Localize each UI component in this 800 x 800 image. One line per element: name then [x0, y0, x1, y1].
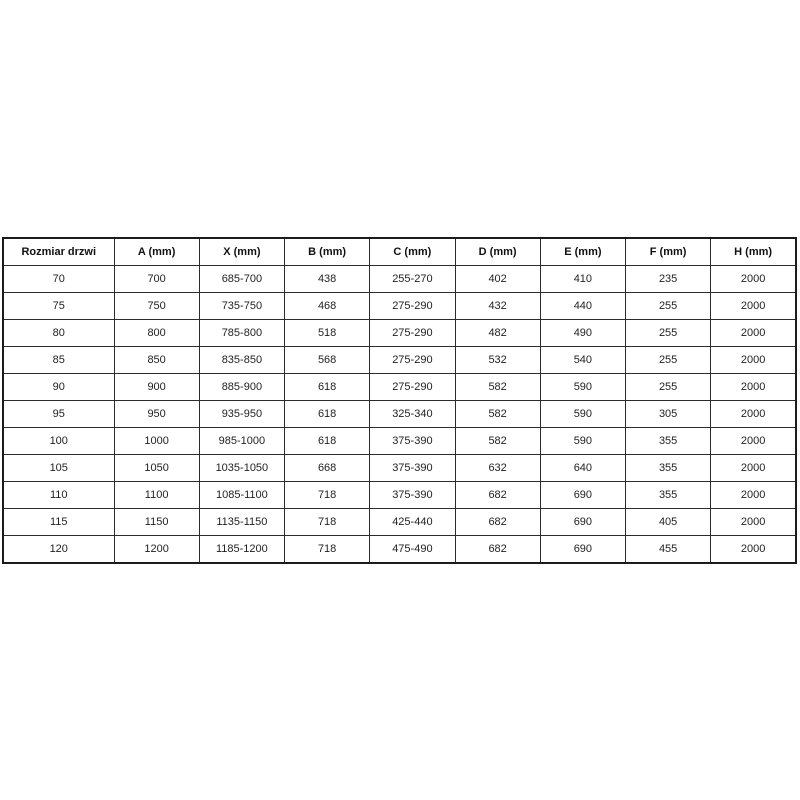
table-cell: 440 — [540, 293, 625, 320]
table-cell: 325-340 — [370, 401, 455, 428]
table-cell: 718 — [285, 536, 370, 564]
table-cell: 90 — [3, 374, 114, 401]
table-cell: 85 — [3, 347, 114, 374]
table-cell: 235 — [626, 266, 711, 293]
table-cell: 475-490 — [370, 536, 455, 564]
table-cell: 685-700 — [199, 266, 284, 293]
table-cell: 885-900 — [199, 374, 284, 401]
column-header: F (mm) — [626, 238, 711, 266]
table-cell: 275-290 — [370, 293, 455, 320]
table-cell: 590 — [540, 374, 625, 401]
table-cell: 2000 — [711, 320, 796, 347]
table-cell: 618 — [285, 428, 370, 455]
table-cell: 682 — [455, 482, 540, 509]
table-cell: 2000 — [711, 374, 796, 401]
table-cell: 375-390 — [370, 428, 455, 455]
table-cell: 618 — [285, 401, 370, 428]
table-cell: 735-750 — [199, 293, 284, 320]
table-cell: 935-950 — [199, 401, 284, 428]
table-row — [3, 320, 796, 347]
table-cell: 2000 — [711, 347, 796, 374]
table-cell: 80 — [3, 320, 114, 347]
table-cell: 275-290 — [370, 347, 455, 374]
table-cell: 718 — [285, 482, 370, 509]
table-cell: 425-440 — [370, 509, 455, 536]
column-header: H (mm) — [711, 238, 796, 266]
table-cell: 850 — [114, 347, 199, 374]
table-cell: 75 — [3, 293, 114, 320]
table-cell: 690 — [540, 536, 625, 564]
table-cell: 275-290 — [370, 374, 455, 401]
table-cell: 1085-1100 — [199, 482, 284, 509]
table-cell: 482 — [455, 320, 540, 347]
table-cell: 95 — [3, 401, 114, 428]
column-header: D (mm) — [455, 238, 540, 266]
table-cell: 255 — [626, 347, 711, 374]
table-cell: 490 — [540, 320, 625, 347]
table-cell: 2000 — [711, 293, 796, 320]
table-cell: 900 — [114, 374, 199, 401]
table-cell: 105 — [3, 455, 114, 482]
column-header: X (mm) — [199, 238, 284, 266]
table-cell: 590 — [540, 428, 625, 455]
table-cell: 1135-1150 — [199, 509, 284, 536]
table-row — [3, 266, 796, 293]
table-cell: 532 — [455, 347, 540, 374]
table-cell: 785-800 — [199, 320, 284, 347]
table-row — [3, 455, 796, 482]
table-cell: 835-850 — [199, 347, 284, 374]
table-cell: 1000 — [114, 428, 199, 455]
table-cell: 432 — [455, 293, 540, 320]
table-row — [3, 428, 796, 455]
table-cell: 718 — [285, 509, 370, 536]
table-cell: 2000 — [711, 266, 796, 293]
table-cell: 632 — [455, 455, 540, 482]
table-header — [3, 238, 796, 266]
table-cell: 2000 — [711, 482, 796, 509]
table-cell: 375-390 — [370, 482, 455, 509]
table-cell: 750 — [114, 293, 199, 320]
table-cell: 1100 — [114, 482, 199, 509]
table-cell: 2000 — [711, 536, 796, 564]
table-cell: 70 — [3, 266, 114, 293]
table-cell: 255 — [626, 293, 711, 320]
table-cell: 682 — [455, 509, 540, 536]
header-row — [3, 238, 796, 266]
table-cell: 255 — [626, 374, 711, 401]
table-cell: 668 — [285, 455, 370, 482]
table-cell: 455 — [626, 536, 711, 564]
table-cell: 1035-1050 — [199, 455, 284, 482]
table-cell: 375-390 — [370, 455, 455, 482]
table-cell: 355 — [626, 455, 711, 482]
table-row — [3, 293, 796, 320]
column-header: Rozmiar drzwi — [3, 238, 114, 266]
table-cell: 255-270 — [370, 266, 455, 293]
table-cell: 1185-1200 — [199, 536, 284, 564]
table-cell: 690 — [540, 482, 625, 509]
table-cell: 255 — [626, 320, 711, 347]
table-cell: 355 — [626, 428, 711, 455]
table-cell: 1050 — [114, 455, 199, 482]
table-cell: 568 — [285, 347, 370, 374]
table-cell: 100 — [3, 428, 114, 455]
column-header: A (mm) — [114, 238, 199, 266]
table-cell: 985-1000 — [199, 428, 284, 455]
table-row — [3, 509, 796, 536]
table-cell: 582 — [455, 401, 540, 428]
table-cell: 2000 — [711, 428, 796, 455]
table-cell: 590 — [540, 401, 625, 428]
table-row — [3, 401, 796, 428]
table-cell: 2000 — [711, 509, 796, 536]
column-header: C (mm) — [370, 238, 455, 266]
table-cell: 120 — [3, 536, 114, 564]
column-header: B (mm) — [285, 238, 370, 266]
table-cell: 402 — [455, 266, 540, 293]
table-cell: 305 — [626, 401, 711, 428]
table-cell: 115 — [3, 509, 114, 536]
column-header: E (mm) — [540, 238, 625, 266]
table-row — [3, 374, 796, 401]
table-cell: 2000 — [711, 455, 796, 482]
table-row — [3, 536, 796, 564]
table-body — [3, 266, 796, 564]
table-cell: 468 — [285, 293, 370, 320]
table-cell: 1150 — [114, 509, 199, 536]
door-size-table — [2, 237, 797, 564]
table-cell: 2000 — [711, 401, 796, 428]
table-cell: 690 — [540, 509, 625, 536]
table-cell: 518 — [285, 320, 370, 347]
table-cell: 110 — [3, 482, 114, 509]
table-cell: 800 — [114, 320, 199, 347]
table-cell: 682 — [455, 536, 540, 564]
table-cell: 700 — [114, 266, 199, 293]
table-cell: 410 — [540, 266, 625, 293]
table-row — [3, 482, 796, 509]
table-cell: 438 — [285, 266, 370, 293]
table-cell: 540 — [540, 347, 625, 374]
table-cell: 275-290 — [370, 320, 455, 347]
table-cell: 405 — [626, 509, 711, 536]
table-row — [3, 347, 796, 374]
table-cell: 582 — [455, 428, 540, 455]
table-cell: 950 — [114, 401, 199, 428]
table-cell: 640 — [540, 455, 625, 482]
table-cell: 355 — [626, 482, 711, 509]
table-cell: 1200 — [114, 536, 199, 564]
table-cell: 582 — [455, 374, 540, 401]
table-cell: 618 — [285, 374, 370, 401]
